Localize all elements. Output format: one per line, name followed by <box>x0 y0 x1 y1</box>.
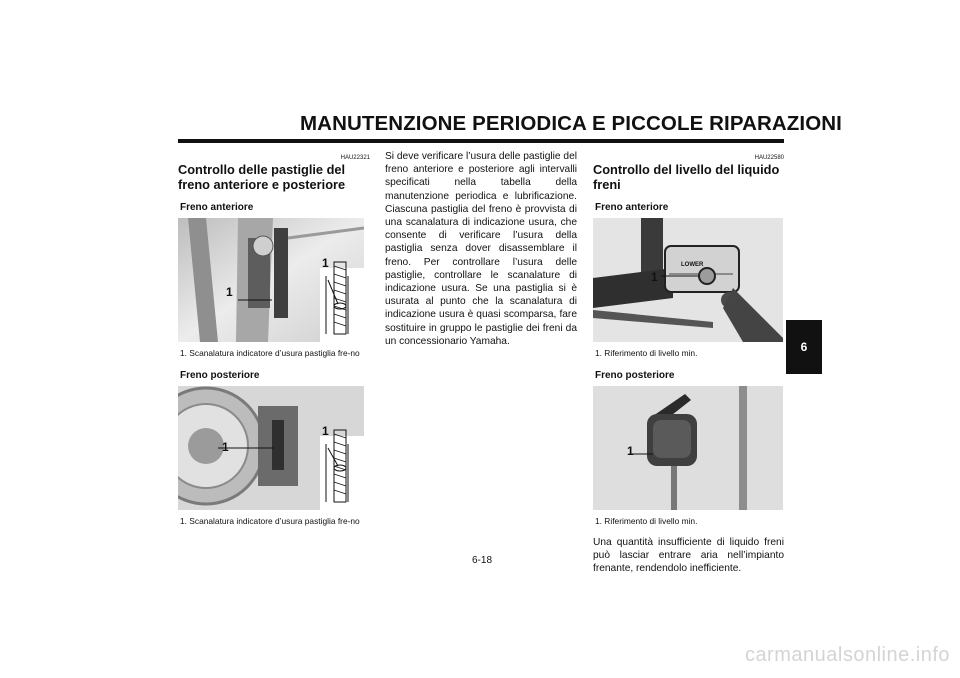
brake-pads-text <box>385 150 577 348</box>
front-fluid-subtitle: Freno anteriore <box>595 202 669 213</box>
brake-pads-body: Si deve verificare l’usura delle pastiglie del freno anteriore e posteriore agli intervalli specificati nella tabella della manutenzione periodica e lubrificazione. Ciascuna pastiglia del freno è provvista di una scanalatura di indicazione usura, che consente di verificare l’usura della pastiglia senza dover disassemblare il freno. Per controllare l’usura delle pastiglie, controllare le scanalature di indicazione usura. Se una pastiglia si è usurata al punto che la scanalatura di indicazione usura è quasi scomparsa, fare sostituire in gruppo le pastiglie dei freni da un concessionario Yamaha. <box>385 151 577 347</box>
rear-reservoir-callout: 1 <box>627 444 634 458</box>
reservoir-label: LOWER <box>681 262 704 268</box>
chapter-tab: 6 <box>786 320 822 374</box>
rear-fluid-caption: 1. Riferimento di livello min. <box>595 516 698 526</box>
brake-pads-section <box>178 150 370 526</box>
front-brake-pad-photo <box>178 218 364 342</box>
rear-brake-pad-photo <box>178 386 364 510</box>
rear-brake-callout-1: 1 <box>222 440 229 454</box>
rear-brake-callout-2: 1 <box>322 424 329 438</box>
front-brake-subtitle: Freno anteriore <box>180 202 254 213</box>
brake-fluid-section <box>593 150 784 576</box>
brake-pads-title: Controllo delle pastiglie del freno anteriore e posteriore <box>178 162 346 192</box>
section-code: HAU22321 <box>340 155 370 161</box>
front-reservoir-illustration <box>593 218 783 342</box>
front-brake-pad-illustration <box>178 218 364 342</box>
rear-brake-subtitle: Freno posteriore <box>180 370 260 381</box>
front-reservoir-photo <box>593 218 783 342</box>
front-reservoir-callout: 1 <box>651 270 658 284</box>
brake-fluid-body: Una quantità insufficiente di liquido freni può lasciar entrare aria nell’impianto frenante, rendendolo inefficiente. <box>593 537 784 575</box>
rear-brake-pad-illustration <box>178 386 364 510</box>
section-code: HAU22580 <box>754 155 784 161</box>
header-rule <box>178 139 784 143</box>
front-brake-callout-1: 1 <box>226 285 233 299</box>
watermark: carmanualsonline.info <box>744 644 950 666</box>
page-number: 6-18 <box>471 555 492 566</box>
front-fluid-caption: 1. Riferimento di livello min. <box>595 348 698 358</box>
rear-reservoir-photo <box>593 386 783 510</box>
rear-brake-caption: 1. Scanalatura indicatore d’usura pastiglia fre-no <box>180 516 360 526</box>
rear-reservoir-illustration <box>593 386 783 510</box>
front-brake-caption: 1. Scanalatura indicatore d’usura pastiglia fre-no <box>180 348 360 358</box>
page-header-title: MANUTENZIONE PERIODICA E PICCOLE RIPARAZIONI <box>300 112 842 135</box>
brake-fluid-title: Controllo del livello del liquido freni <box>593 162 780 192</box>
front-brake-callout-2: 1 <box>322 256 329 270</box>
rear-fluid-subtitle: Freno posteriore <box>595 370 675 381</box>
